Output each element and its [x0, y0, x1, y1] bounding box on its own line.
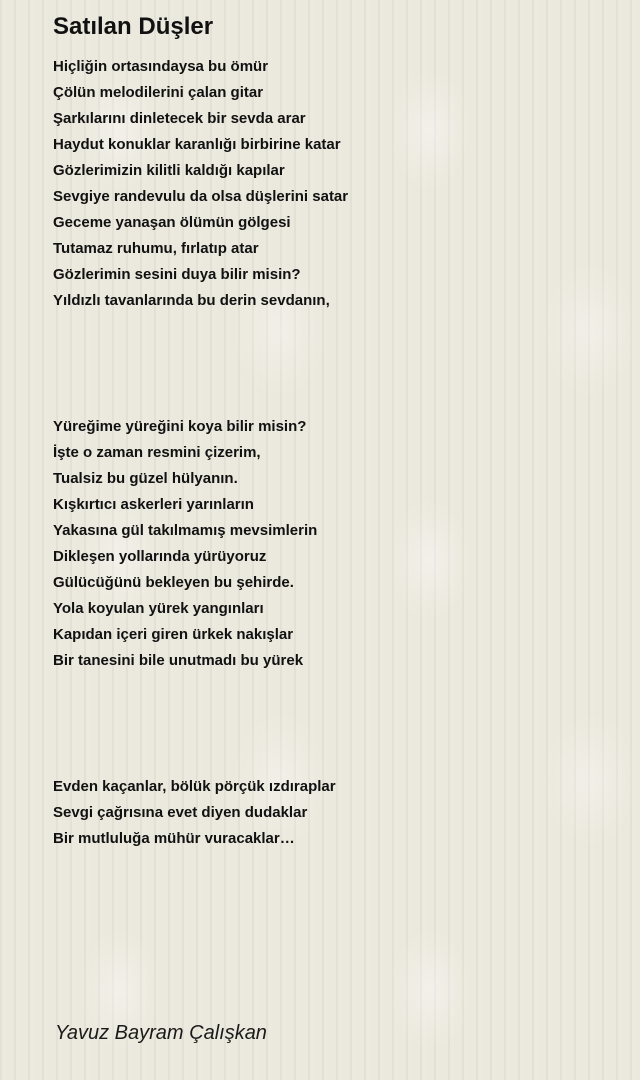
- verse-line: Gözlerimizin kilitli kaldığı kapılar: [53, 162, 285, 179]
- verse-line: Sevgiye randevulu da olsa düşlerini satar: [53, 188, 349, 205]
- poem-author: Yavuz Bayram Çalışkan: [55, 1022, 267, 1044]
- verse-line: Şarkılarını dinletecek bir sevda arar: [53, 110, 306, 127]
- verse-line: Kışkırtıcı askerleri yarınların: [53, 496, 254, 513]
- stanza-2: [53, 414, 317, 674]
- verse-line: Bir tanesini bile unutmadı bu yürek: [53, 652, 304, 669]
- verse-line: Tualsiz bu güzel hülyanın.: [53, 470, 238, 487]
- poem-title: Satılan Düşler: [53, 13, 214, 40]
- stanza-1: [53, 54, 348, 314]
- verse-line: Çölün melodilerini çalan gitar: [53, 84, 264, 101]
- verse-line: Bir mutluluğa mühür vuracaklar…: [53, 830, 295, 847]
- verse-line: Yola koyulan yürek yangınları: [53, 600, 264, 617]
- verse-line: Geceme yanaşan ölümün gölgesi: [53, 214, 291, 231]
- verse-line: Yıldızlı tavanlarında bu derin sevdanın,: [53, 292, 330, 309]
- verse-line: Gülücüğünü bekleyen bu şehirde.: [53, 574, 294, 591]
- stanza-3: [53, 774, 336, 852]
- poem-page: [53, 0, 620, 1080]
- verse-line: Sevgi çağrısına evet diyen dudaklar: [53, 804, 308, 821]
- verse-line: Tutamaz ruhumu, fırlatıp atar: [53, 240, 259, 257]
- verse-line: Gözlerimin sesini duya bilir misin?: [53, 266, 301, 283]
- verse-line: Yakasına gül takılmamış mevsimlerin: [53, 522, 318, 539]
- verse-line: Dikleşen yollarında yürüyoruz: [53, 548, 267, 565]
- verse-line: Hiçliğin ortasındaysa bu ömür: [53, 58, 269, 75]
- verse-line: Evden kaçanlar, bölük pörçük ızdıraplar: [53, 778, 336, 795]
- verse-line: İşte o zaman resmini çizerim,: [53, 444, 261, 461]
- verse-line: Yüreğime yüreğini koya bilir misin?: [53, 418, 307, 435]
- verse-line: Haydut konuklar karanlığı birbirine katar: [53, 136, 341, 153]
- verse-line: Kapıdan içeri giren ürkek nakışlar: [53, 626, 294, 643]
